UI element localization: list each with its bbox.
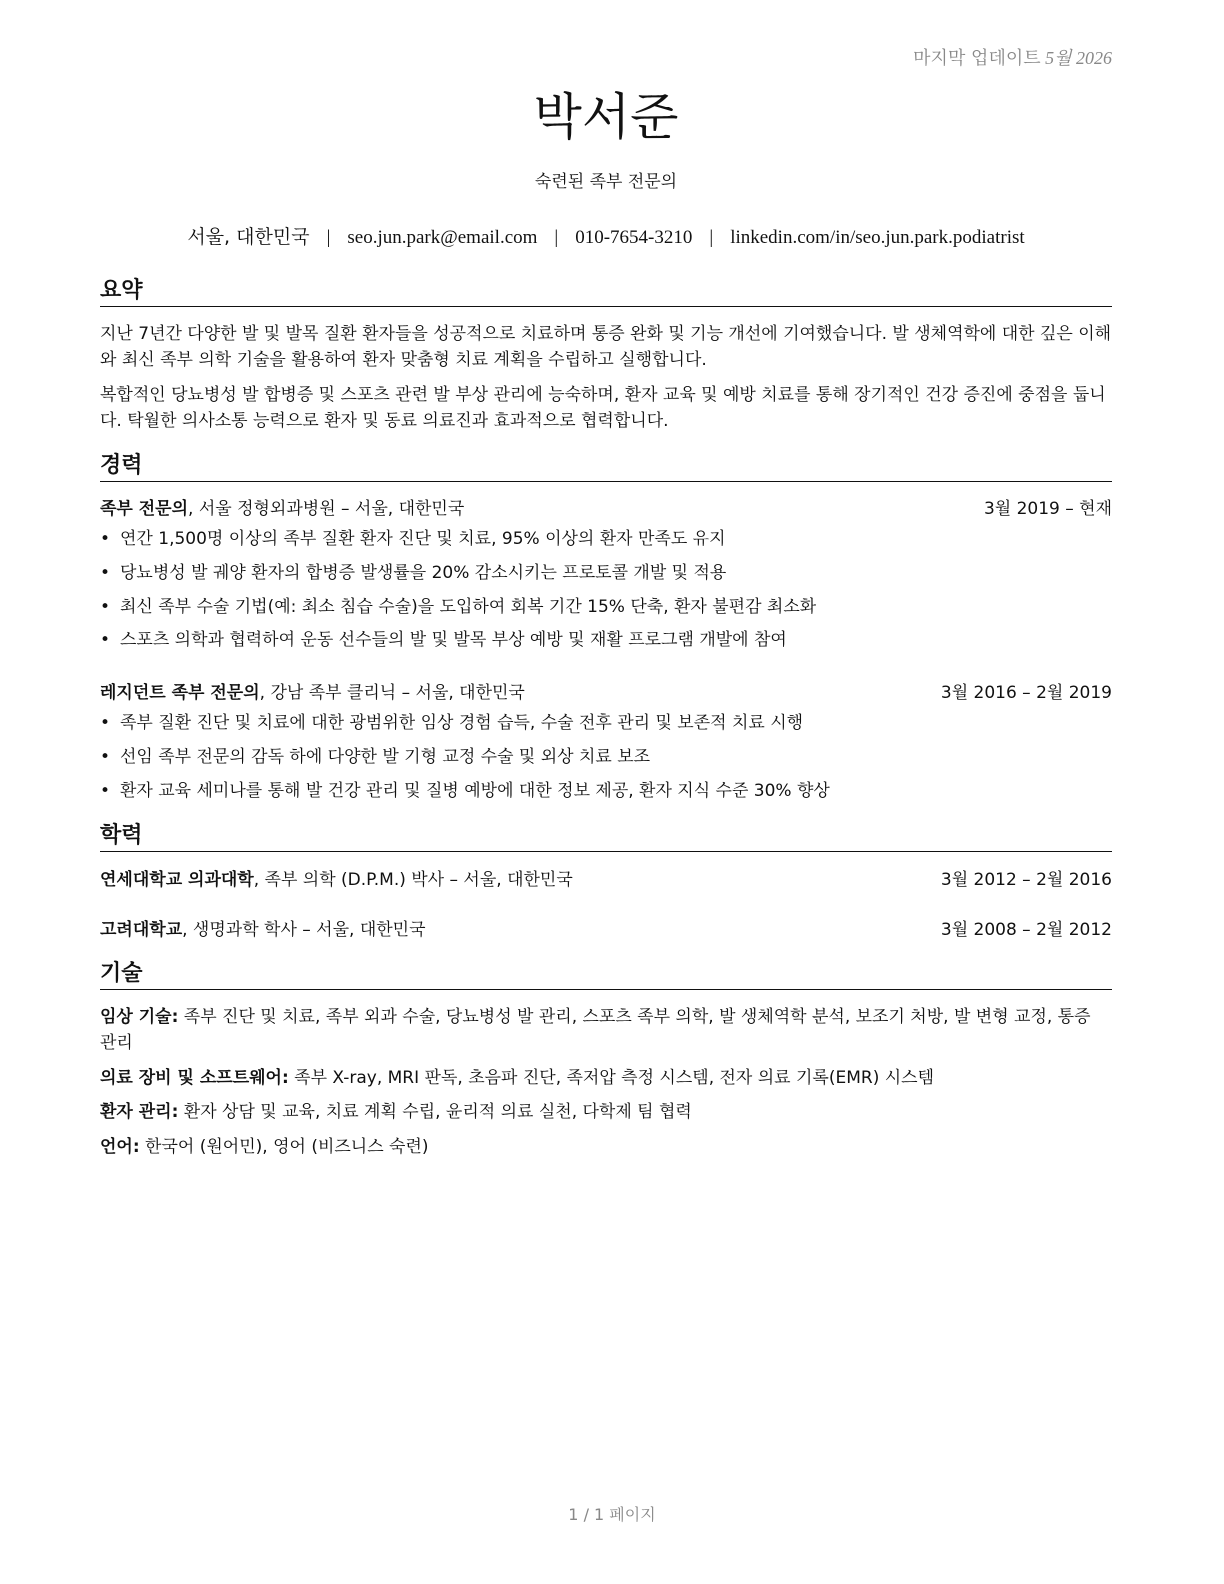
school-name: 연세대학교 의과대학 — [100, 870, 254, 890]
job-employer: , 강남 족부 클리닉 – 서울, 대한민국 — [259, 683, 525, 703]
skill-text: 환자 상담 및 교육, 치료 계획 수립, 윤리적 의료 실천, 다학제 팀 협력 — [178, 1102, 692, 1122]
job-dates: 3월 2016 – 2월 2019 — [940, 683, 1112, 703]
job-employer: , 서울 정형외과병원 – 서울, 대한민국 — [188, 499, 465, 519]
education-dates: 3월 2008 – 2월 2012 — [940, 920, 1112, 940]
page-number: 1 / 1 페이지 — [568, 1505, 656, 1524]
skill-item — [100, 1134, 1112, 1160]
job-header — [100, 496, 1112, 522]
skill-text: 족부 진단 및 치료, 족부 외과 수술, 당뇨병성 발 관리, 스포츠 족부 의학, 발 생체역학 분석, 보조기 처방, 발 변형 교정, 통증 관리 — [100, 1007, 1091, 1053]
skill-text: 족부 X-ray, MRI 판독, 초음파 진단, 족저압 측정 시스템, 전자 의료 기록(EMR) 시스템 — [288, 1068, 934, 1088]
skill-item — [100, 1099, 1112, 1125]
last-updated-month: 5월 — [1045, 48, 1072, 68]
skill-label: 의료 장비 및 소프트웨어: — [100, 1068, 289, 1088]
contact-line — [100, 224, 1112, 251]
section-heading-experience: 경력 — [100, 452, 1112, 482]
last-updated-label: 마지막 업데이트 — [913, 48, 1041, 69]
skill-text: 한국어 (원어민), 영어 (비즈니스 숙련) — [139, 1137, 429, 1157]
contact-location: 서울, 대한민국 — [187, 226, 310, 248]
degree: , 생명과학 학사 – 서울, 대한민국 — [182, 920, 426, 940]
education-item — [100, 917, 1112, 943]
resume-page — [100, 0, 1112, 1584]
section-heading-skills: 기술 — [100, 960, 1112, 990]
skill-item — [100, 1004, 1112, 1056]
contact-phone[interactable]: 010-7654-3210 — [575, 227, 693, 248]
contact-linkedin[interactable]: linkedin.com/in/seo.jun.park.podiatrist — [730, 227, 1025, 248]
education-dates: 3월 2012 – 2월 2016 — [940, 870, 1112, 890]
education-item — [100, 867, 1112, 893]
school-name: 고려대학교 — [100, 920, 183, 940]
last-updated — [913, 44, 1112, 70]
skill-label: 언어: — [100, 1137, 140, 1157]
list-item: • 최신 족부 수술 기법(예: 최소 침습 수술)을 도입하여 회복 기간 15% 단축, 환자 불편감 최소화 — [100, 597, 817, 617]
skill-label: 임상 기술: — [100, 1007, 179, 1027]
job-role: 족부 전문의 — [100, 499, 189, 519]
summary-paragraph: 복합적인 당뇨병성 발 합병증 및 스포츠 관련 발 부상 관리에 능숙하며, 환자 교육 및 예방 치료를 통해 장기적인 건강 증진에 중점을 둡니다. 탁월한 의사소통 능력으로 환자 및 동료 의료진과 효과적으로 협력합니다. — [100, 385, 1106, 431]
job-dates: 3월 2019 – 현재 — [983, 499, 1112, 519]
contact-separator: | — [326, 227, 331, 248]
candidate-title: 숙련된 족부 전문의 — [534, 172, 678, 192]
candidate-name: 박서준 — [533, 88, 679, 146]
list-item: • 당뇨병성 발 궤양 환자의 합병증 발생률을 20% 감소시키는 프로토콜 개발 및 적용 — [100, 563, 727, 583]
section-heading-summary: 요약 — [100, 277, 1112, 307]
contact-separator: | — [709, 227, 714, 248]
section-heading-education: 학력 — [100, 822, 1112, 852]
job-role: 레지던트 족부 전문의 — [100, 683, 260, 703]
skill-label: 환자 관리: — [100, 1102, 179, 1122]
last-updated-year: 2026 — [1076, 48, 1112, 68]
contact-email[interactable]: seo.jun.park@email.com — [347, 227, 538, 248]
list-item: • 선임 족부 전문의 감독 하에 다양한 발 기형 교정 수술 및 외상 치료 보조 — [100, 747, 651, 767]
list-item: • 연간 1,500명 이상의 족부 질환 환자 진단 및 치료, 95% 이상의 환자 만족도 유지 — [100, 529, 726, 549]
list-item: • 환자 교육 세미나를 통해 발 건강 관리 및 질병 예방에 대한 정보 제공, 환자 지식 수준 30% 향상 — [100, 781, 830, 801]
summary-paragraph: 지난 7년간 다양한 발 및 발목 질환 환자들을 성공적으로 치료하며 통증 완화 및 기능 개선에 기여했습니다. 발 생체역학에 대한 깊은 이해와 최신 족부 의학 기술을 활용하여 환자 맞춤형 치료 계획을 수립하고 실행합니다. — [100, 324, 1112, 370]
list-item: • 족부 질환 진단 및 치료에 대한 광범위한 임상 경험 습득, 수술 전후 관리 및 보존적 치료 시행 — [100, 713, 804, 733]
degree: , 족부 의학 (D.P.M.) 박사 – 서울, 대한민국 — [253, 870, 573, 890]
list-item: • 스포츠 의학과 협력하여 운동 선수들의 발 및 발목 부상 예방 및 재활 프로그램 개발에 참여 — [100, 630, 787, 650]
contact-separator: | — [554, 227, 559, 248]
skill-item — [100, 1065, 1112, 1091]
job-header — [100, 680, 1112, 706]
